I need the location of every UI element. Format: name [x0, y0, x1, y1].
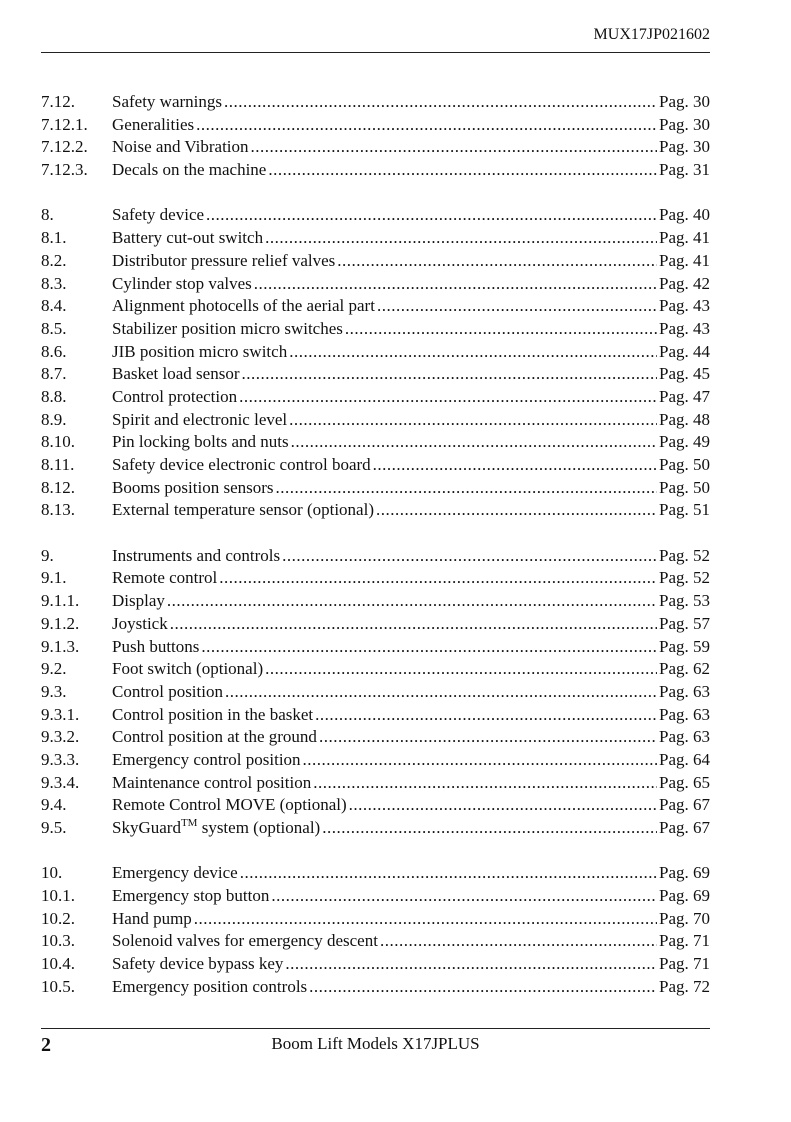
header-divider [41, 52, 710, 53]
toc-entry-number: 10. [41, 863, 63, 883]
toc-entry-title-text: Safety warnings [112, 92, 223, 111]
toc-entry-title [112, 363, 239, 386]
toc-entry-number: 8.8. [41, 386, 67, 406]
toc-entry-title-text: Display [112, 591, 165, 611]
toc-entry-title-text: JIB position micro switch [112, 341, 288, 361]
toc-entry-title-text: Hand pump [112, 908, 192, 928]
toc-entry-number: 8.6. [41, 341, 67, 361]
toc-entry-number: 9.5. [41, 818, 67, 837]
toc-entry-page: Pag. 50 [659, 455, 710, 474]
toc-entry-title [112, 749, 301, 772]
toc-entry-title-text: Distributor pressure relief valves [112, 250, 336, 270]
toc-entry-page: Pag. 52 [659, 545, 710, 565]
toc-entry-title [112, 386, 237, 409]
toc-entry-title-text: Noise and Vibration [112, 137, 249, 157]
toc-entry-title-text: SkyGuard [112, 818, 181, 837]
document-code: MUX17JP021602 [593, 26, 710, 43]
table-of-contents [41, 91, 710, 1021]
toc-entry-title [112, 159, 266, 182]
toc-entry-page: Pag. 62 [659, 659, 710, 679]
toc-entry-title-text: Remote Control MOVE (optional) [112, 795, 347, 815]
toc-entry-number: 7.12.3. [41, 160, 88, 180]
trademark-superscript: TM [180, 817, 198, 829]
toc-entry-page: Pag. 43 [659, 296, 710, 316]
toc-entry-title [112, 477, 274, 500]
toc-entry-page: Pag. 52 [659, 568, 710, 588]
toc-entry-title [112, 885, 269, 908]
dot-leader [167, 590, 657, 613]
toc-entry-number: 9.1.3. [41, 636, 80, 656]
toc-entry-number: 9.3.1. [41, 704, 80, 724]
toc-entry[interactable] [41, 386, 710, 409]
toc-entry[interactable] [41, 295, 710, 318]
toc-entry-number: 8.7. [41, 364, 67, 384]
toc-entry[interactable] [41, 817, 710, 840]
dot-leader [265, 658, 657, 681]
dot-leader [240, 862, 657, 885]
toc-entry-title-text: Spirit and electronic level [112, 409, 288, 429]
toc-entry-number: 8.12. [41, 477, 75, 497]
toc-entry[interactable] [41, 976, 710, 999]
toc-entry-title [112, 454, 371, 477]
toc-entry-title [112, 976, 307, 999]
toc-entry-title-text: Control position at the ground [112, 727, 317, 747]
toc-entry-title [112, 545, 280, 568]
toc-entry[interactable] [41, 772, 710, 795]
dot-leader [303, 749, 657, 772]
toc-entry-title [112, 295, 375, 318]
dot-leader [219, 567, 657, 590]
toc-entry-title [112, 794, 347, 817]
toc-entry-title-text: Alignment photocells of the aerial part [112, 296, 375, 316]
toc-entry-title [112, 318, 343, 341]
toc-entry-title-text: Instruments and controls [112, 545, 281, 565]
toc-entry-page: Pag. 30 [659, 92, 710, 111]
toc-entry-page: Pag. 67 [659, 818, 710, 837]
dot-leader [319, 726, 657, 749]
toc-entry-title [112, 636, 199, 659]
toc-entry[interactable] [41, 953, 710, 976]
dot-leader [251, 136, 657, 159]
toc-entry-title [112, 499, 374, 522]
dot-leader [285, 953, 657, 976]
dot-leader [376, 499, 657, 522]
toc-entry-number: 8.11. [41, 455, 75, 474]
dot-leader [239, 386, 657, 409]
toc-entry-page: Pag. 43 [659, 318, 710, 338]
toc-entry-title-text: Remote control [112, 568, 218, 588]
toc-section [41, 204, 710, 522]
toc-entry-title-text: Emergency device [112, 863, 238, 883]
toc-entry-title [112, 681, 223, 704]
dot-leader [315, 704, 657, 727]
toc-entry-number: 8.3. [41, 273, 67, 293]
dot-leader [349, 794, 657, 817]
toc-entry[interactable] [41, 908, 710, 931]
toc-entry-title-text: Booms position sensors [112, 477, 274, 497]
toc-entry-title-text: Push buttons [112, 636, 200, 656]
toc-entry-number: 7.12.1. [41, 114, 88, 134]
toc-entry-page: Pag. 63 [659, 704, 710, 724]
toc-entry[interactable] [41, 477, 710, 500]
toc-entry-number: 7.12.2. [41, 137, 88, 157]
toc-entry-title-text: Cylinder stop valves [112, 273, 252, 293]
toc-entry-title [112, 658, 263, 681]
toc-entry-page: Pag. 31 [659, 160, 710, 180]
toc-entry[interactable] [41, 318, 710, 341]
dot-leader [170, 613, 657, 636]
toc-entry[interactable] [41, 704, 710, 727]
toc-entry-number: 7.12. [41, 92, 75, 111]
toc-entry-title-text: Emergency control position [112, 749, 301, 769]
dot-leader [291, 431, 657, 454]
toc-entry-number: 10.4. [41, 954, 75, 974]
toc-section [41, 862, 710, 998]
toc-entry-number: 8.13. [41, 500, 75, 520]
dot-leader [276, 477, 657, 500]
toc-entry-page: Pag. 49 [659, 432, 710, 452]
toc-entry-page: Pag. 71 [659, 954, 710, 974]
toc-entry-title-text: Foot switch (optional) [112, 659, 264, 679]
dot-leader [289, 409, 657, 432]
toc-entry[interactable] [41, 658, 710, 681]
toc-entry-number: 9.1.2. [41, 613, 80, 633]
toc-entry-title [112, 91, 222, 114]
toc-entry-number: 8.10. [41, 432, 75, 452]
toc-entry-page: Pag. 63 [659, 727, 710, 747]
toc-entry[interactable] [41, 454, 710, 477]
dot-leader [373, 454, 657, 477]
dot-leader [201, 636, 657, 659]
toc-entry[interactable] [41, 363, 710, 386]
toc-entry-title-text: Maintenance control position [112, 772, 312, 792]
toc-entry[interactable] [41, 885, 710, 908]
toc-entry-page: Pag. 48 [659, 409, 710, 429]
dot-leader [337, 250, 657, 273]
toc-entry-title [112, 341, 287, 364]
toc-entry-page: Pag. 50 [659, 477, 710, 497]
toc-entry-title [112, 613, 168, 636]
toc-entry-page: Pag. 51 [659, 500, 710, 520]
toc-entry-number: 8. [41, 205, 54, 225]
toc-entry-page: Pag. 64 [659, 749, 710, 769]
toc-entry-title-text: Stabilizer position micro switches [112, 318, 343, 338]
toc-entry[interactable] [41, 91, 710, 114]
toc-entry[interactable] [41, 499, 710, 522]
toc-entry-title-text: Emergency position controls [112, 976, 308, 996]
dot-leader [289, 341, 657, 364]
toc-entry[interactable] [41, 114, 710, 137]
toc-entry[interactable] [41, 273, 710, 296]
dot-leader [282, 545, 657, 568]
toc-entry-title-text: External temperature sensor (optional) [112, 500, 374, 520]
toc-section [41, 91, 710, 182]
dot-leader [380, 930, 657, 953]
toc-entry-page: Pag. 65 [659, 772, 710, 792]
toc-entry-title [112, 250, 335, 273]
toc-entry-title-text: Basket load sensor [112, 364, 240, 384]
toc-entry-page: Pag. 53 [659, 591, 710, 611]
dot-leader [206, 204, 657, 227]
dot-leader [265, 227, 657, 250]
toc-entry-page: Pag. 45 [659, 364, 710, 384]
toc-entry-title-text: Pin locking bolts and nuts [112, 432, 289, 452]
toc-entry-page: Pag. 70 [659, 908, 710, 928]
toc-entry-title-text: Safety device [112, 205, 205, 225]
toc-entry-page: Pag. 72 [659, 976, 710, 996]
dot-leader [225, 681, 657, 704]
toc-entry-number: 9.1.1. [41, 591, 80, 611]
toc-entry-page: Pag. 44 [659, 341, 710, 361]
toc-entry-title-text: Control position in the basket [112, 704, 314, 724]
toc-entry-title-text: Decals on the machine [112, 160, 267, 180]
toc-entry[interactable] [41, 341, 710, 364]
toc-entry-number: 8.2. [41, 250, 67, 270]
toc-entry-title-text: Generalities [112, 114, 195, 134]
toc-entry-title [112, 908, 192, 931]
toc-entry[interactable] [41, 930, 710, 953]
toc-entry-title [112, 930, 378, 953]
toc-entry-title [112, 862, 238, 885]
toc-entry-number: 9.1. [41, 568, 67, 588]
toc-entry[interactable] [41, 749, 710, 772]
toc-entry-number: 9.3.4. [41, 772, 80, 792]
toc-entry-title-text: Emergency stop button [112, 886, 270, 906]
toc-entry-page: Pag. 42 [659, 273, 710, 293]
toc-entry-title [112, 227, 263, 250]
footer-divider [41, 1028, 710, 1029]
toc-entry-number: 10.2. [41, 908, 75, 928]
toc-entry-page: Pag. 69 [659, 886, 710, 906]
toc-entry[interactable] [41, 409, 710, 432]
footer-page-number: 2 [41, 1034, 51, 1056]
toc-entry[interactable] [41, 204, 710, 227]
toc-entry[interactable] [41, 613, 710, 636]
toc-entry-title [112, 114, 194, 137]
toc-entry[interactable] [41, 136, 710, 159]
toc-entry-title [112, 817, 320, 840]
toc-entry-page: Pag. 67 [659, 795, 710, 815]
dot-leader [345, 318, 657, 341]
toc-entry-page: Pag. 40 [659, 205, 710, 225]
toc-entry[interactable] [41, 159, 710, 182]
toc-section [41, 545, 710, 840]
toc-entry-page: Pag. 69 [659, 863, 710, 883]
toc-entry-title [112, 204, 204, 227]
toc-entry-number: 9.3.2. [41, 727, 80, 747]
toc-entry-number: 8.5. [41, 318, 67, 338]
dot-leader [313, 772, 657, 795]
toc-entry[interactable] [41, 227, 710, 250]
toc-entry-number: 8.9. [41, 409, 67, 429]
toc-entry-page: Pag. 30 [659, 137, 710, 157]
toc-entry-title-suffix: system (optional) [197, 818, 321, 837]
toc-entry-page: Pag. 57 [659, 613, 710, 633]
toc-entry-title-text: Solenoid valves for emergency descent [112, 931, 378, 951]
toc-entry-title-text: Control position [112, 681, 223, 701]
toc-entry-title [112, 772, 311, 795]
toc-entry-title [112, 567, 217, 590]
toc-entry-number: 9.3. [41, 681, 67, 701]
toc-entry-number: 10.3. [41, 931, 75, 951]
toc-entry-title [112, 273, 252, 296]
toc-entry[interactable] [41, 545, 710, 568]
toc-entry-page: Pag. 71 [659, 931, 710, 951]
toc-entry[interactable] [41, 250, 710, 273]
footer-title: Boom Lift Models X17JPLUS [271, 1034, 480, 1053]
toc-entry[interactable] [41, 862, 710, 885]
dot-leader [254, 273, 657, 296]
toc-entry-title-text: Joystick [112, 613, 168, 633]
toc-entry-number: 8.1. [41, 228, 67, 248]
toc-entry-number: 10.1. [41, 886, 75, 906]
toc-entry-title-text: Safety device bypass key [112, 954, 284, 974]
toc-entry-title-text: Control protection [112, 386, 238, 406]
toc-entry-number: 8.4. [41, 296, 67, 316]
toc-entry-title [112, 704, 313, 727]
toc-entry[interactable] [41, 567, 710, 590]
toc-entry-page: Pag. 41 [659, 250, 710, 270]
toc-entry-title [112, 409, 287, 432]
toc-entry[interactable] [41, 431, 710, 454]
toc-entry-title [112, 431, 289, 454]
dot-leader [194, 908, 657, 931]
toc-entry-page: Pag. 30 [659, 114, 710, 134]
toc-entry-page: Pag. 47 [659, 386, 710, 406]
dot-leader [241, 363, 657, 386]
toc-entry-number: 10.5. [41, 976, 75, 996]
toc-entry[interactable] [41, 726, 710, 749]
dot-leader [377, 295, 657, 318]
toc-entry-page: Pag. 59 [659, 636, 710, 656]
dot-leader [196, 114, 657, 137]
toc-entry[interactable] [41, 794, 710, 817]
toc-entry[interactable] [41, 681, 710, 704]
toc-entry[interactable] [41, 636, 710, 659]
toc-entry-page: Pag. 63 [659, 681, 710, 701]
toc-entry-number: 9.2. [41, 659, 67, 679]
toc-entry-title [112, 590, 165, 613]
toc-entry-title [112, 953, 283, 976]
toc-entry-title [112, 136, 249, 159]
dot-leader [271, 885, 657, 908]
toc-entry-number: 9.3.3. [41, 749, 80, 769]
dot-leader [224, 91, 657, 114]
toc-entry-page: Pag. 41 [659, 228, 710, 248]
toc-entry-number: 9. [41, 545, 54, 565]
dot-leader [322, 817, 657, 840]
toc-entry-title [112, 726, 317, 749]
dot-leader [309, 976, 657, 999]
toc-entry-title-text: Safety device electronic control board [112, 455, 371, 474]
toc-entry[interactable] [41, 590, 710, 613]
toc-entry-number: 9.4. [41, 795, 67, 815]
dot-leader [268, 159, 657, 182]
toc-entry-title-text: Battery cut-out switch [112, 228, 264, 248]
